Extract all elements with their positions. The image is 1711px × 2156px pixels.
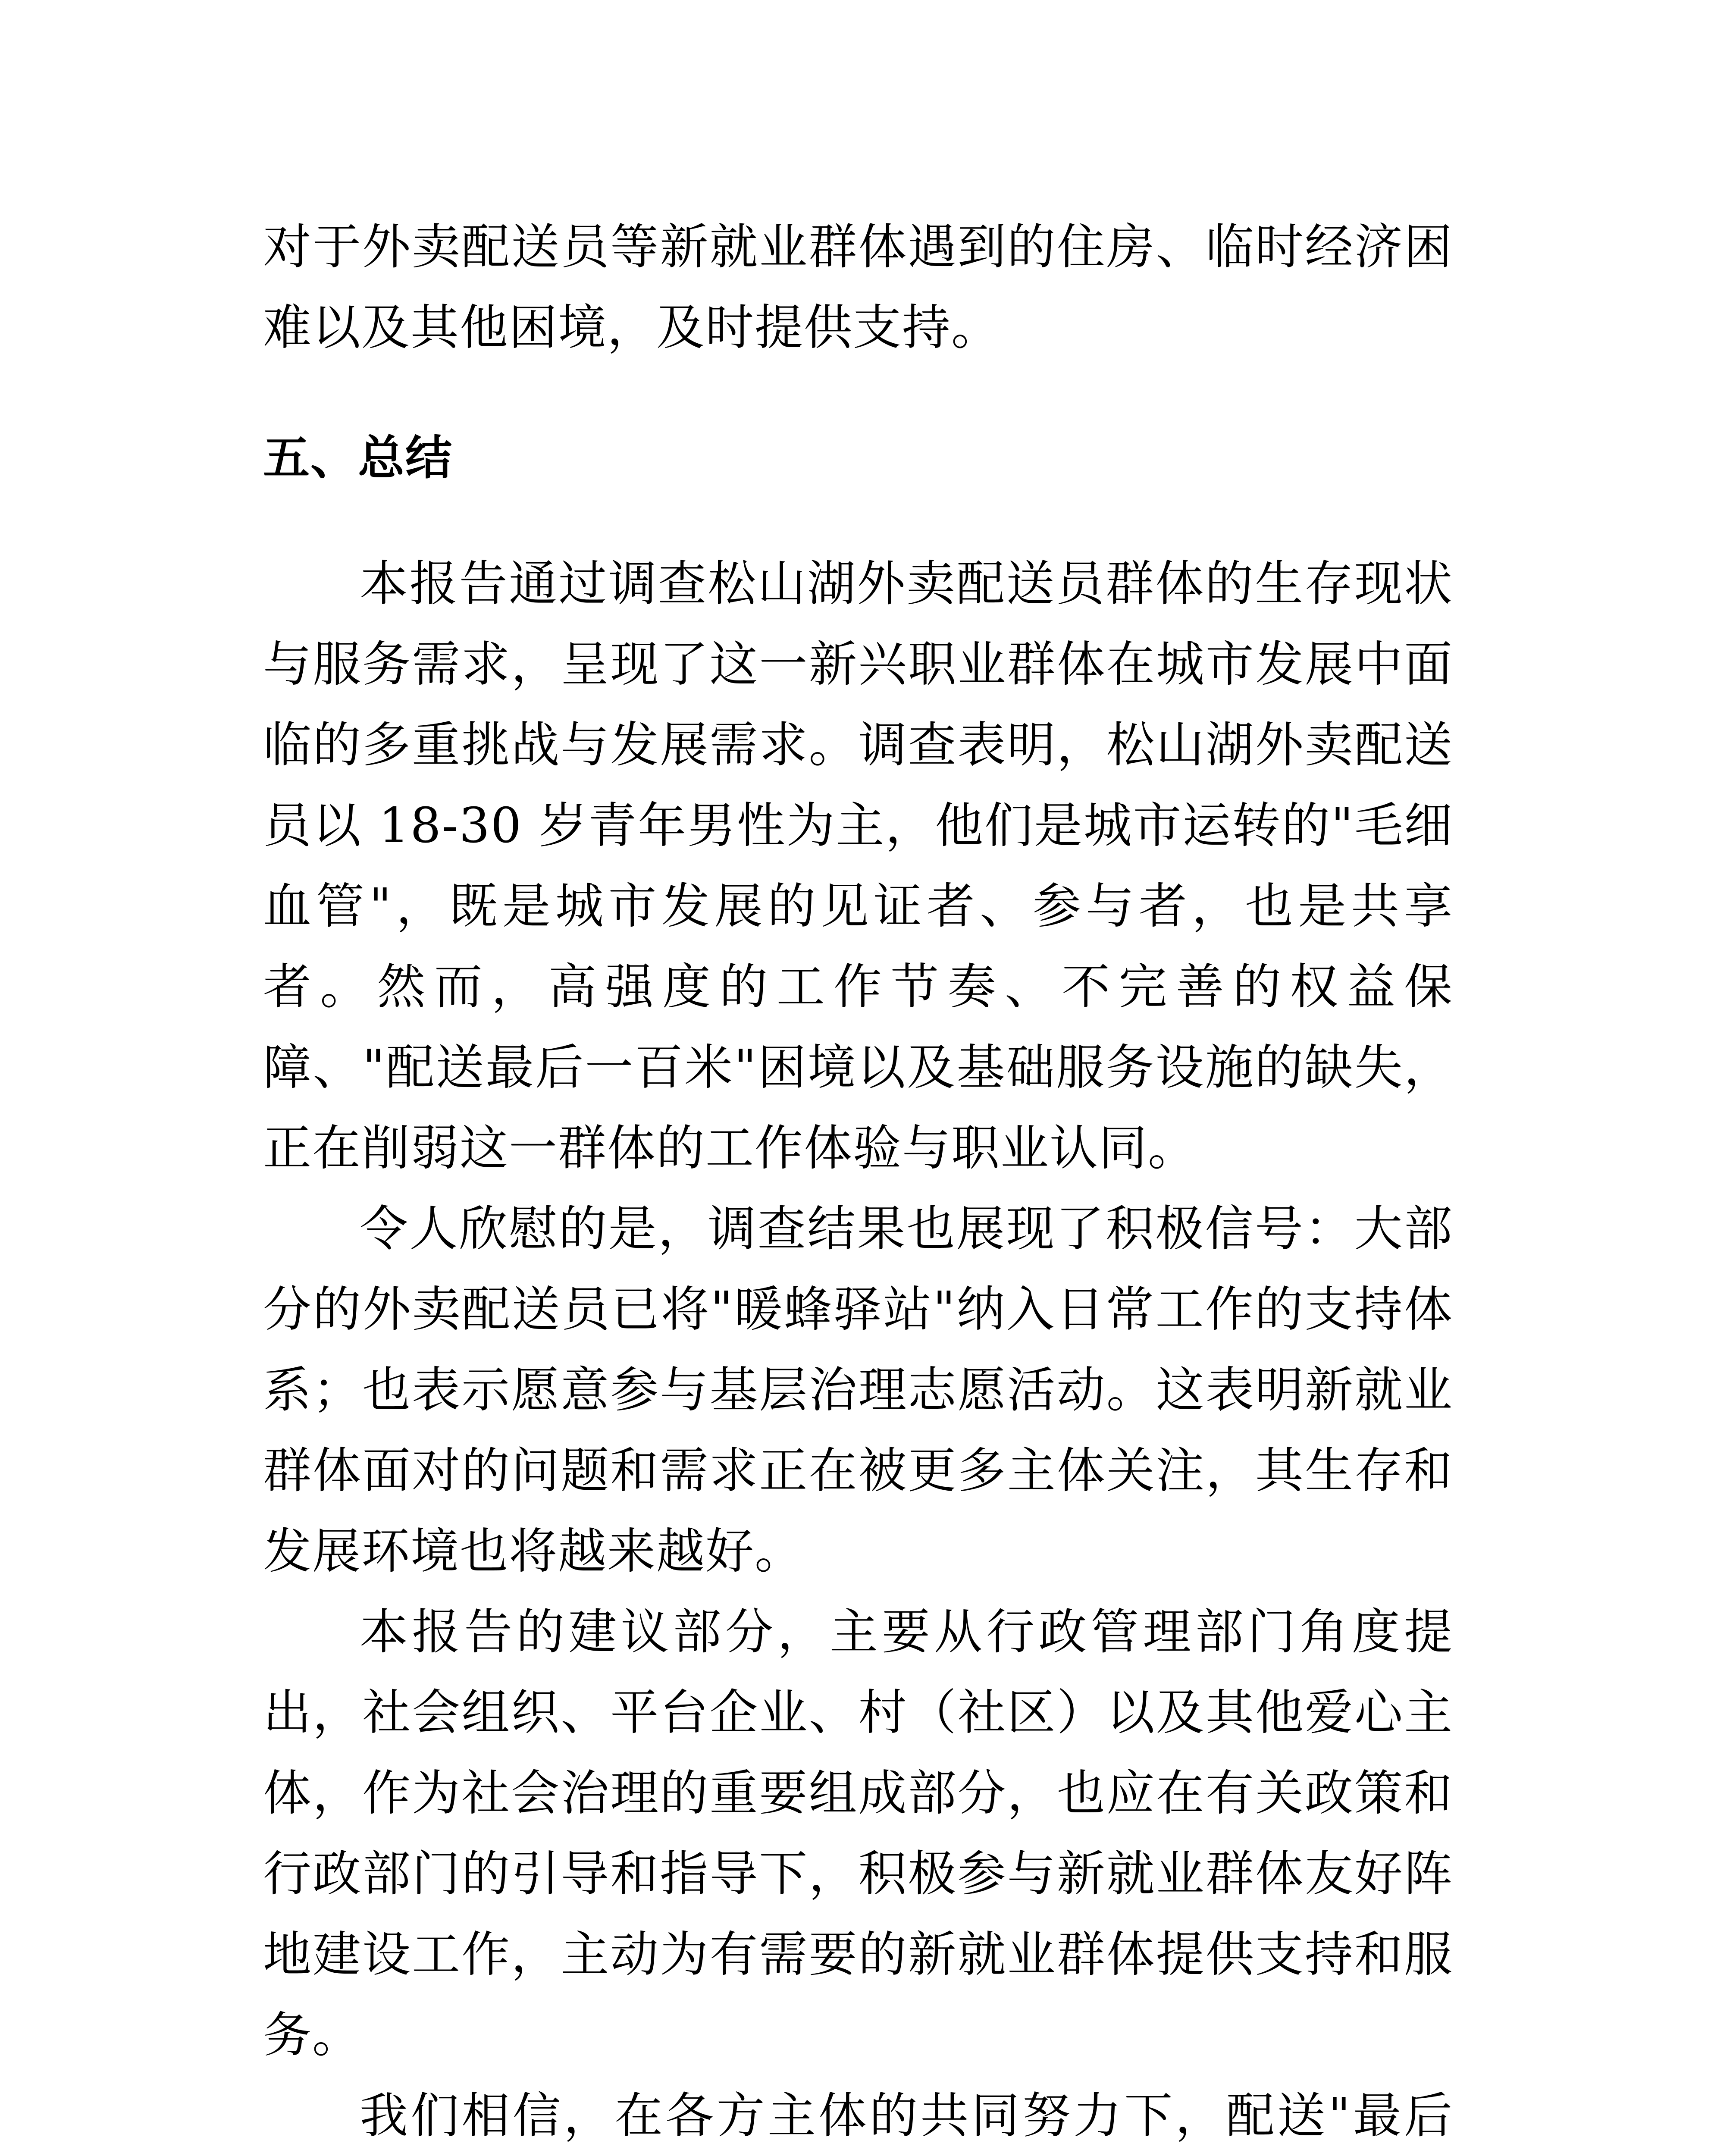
continued-paragraph: 对于外卖配送员等新就业群体遇到的住房、临时经济困难以及其他困境，及时提供支持。 (263, 219, 1453, 356)
section-heading: 五、总结 (263, 431, 453, 485)
summary-paragraph-1: 本报告通过调查松山湖外卖配送员群体的生存现状与服务需求，呈现了这一新兴职业群体在城市发展中面临的多重挑战与发展需求。调查表明，松山湖外卖配送员以 18-30 岁青年男性为主，他们是城市运转的"毛细血管"，既是城市发展的见证者、参与者，也是共享者。然而，高强度的工作节奏、不完善的权益保障、"配送最后一百米"困境以及基础服务设施的缺失，正在削弱这一群体的工作体验与职业认同。 (263, 556, 1453, 1176)
summary-paragraph-3: 本报告的建议部分，主要从行政管理部门角度提出，社会组织、平台企业、村（社区）以及其他爱心主体，作为社会治理的重要组成部分，也应在有关政策和行政部门的引导和指导下，积极参与新就业群体友好阵地建设工作，主动为有需要的新就业群体提供支持和服务。 (263, 1604, 1453, 2063)
summary-paragraph-2: 令人欣慰的是，调查结果也展现了积极信号：大部分的外卖配送员已将"暖蜂驿站"纳入日常工作的支持体系；也表示愿意参与基层治理志愿活动。这表明新就业群体面对的问题和需求正在被更多主体关注，其生存和发展环境也将越来越好。 (263, 1201, 1453, 1579)
page-content (263, 207, 1453, 2156)
section-heading-block (263, 418, 1453, 498)
summary-paragraph-4: 我们相信，在各方主体的共同努力下，配送"最后 (360, 2088, 1453, 2144)
